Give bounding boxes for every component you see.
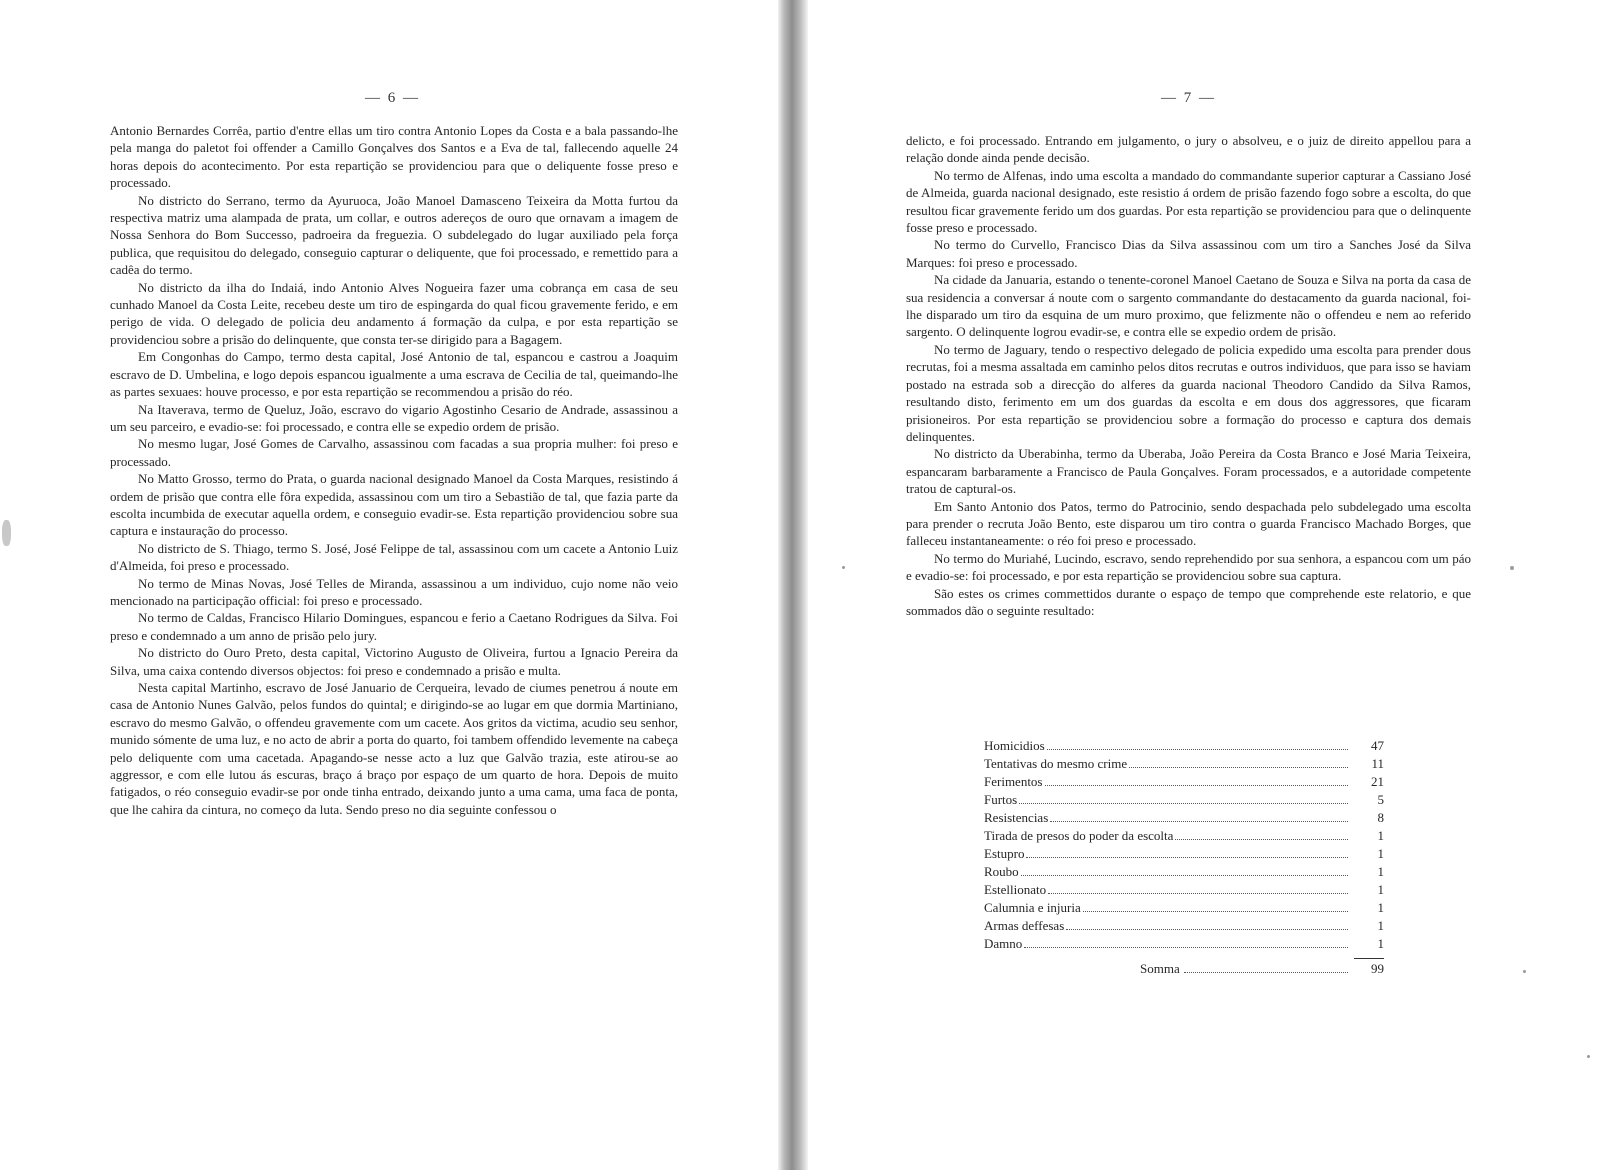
summary-row <box>984 882 1384 900</box>
page-number-left: — 6 — <box>365 90 420 106</box>
crime-count: 1 <box>1377 918 1384 933</box>
leader-dots <box>1083 911 1348 912</box>
summary-row <box>984 900 1384 918</box>
crime-count: 11 <box>1371 756 1384 771</box>
summary-row <box>984 864 1384 882</box>
page-number-right: — 7 — <box>1161 90 1216 106</box>
total-count: 99 <box>1354 958 1384 977</box>
scan-speck <box>1587 1055 1590 1058</box>
crime-label: Estupro <box>984 846 1025 861</box>
paragraph: Em Congonhas do Campo, termo desta capital, José Antonio de tal, espancou e castrou a Joaquim escravo de D. Umbelina, e logo depois espancou igualmente a uma escrava de Cecilia de tal, queimando-lhe as partes sexuaes: houve processo, e por esta repartição se recommendou a prisão do réo. <box>110 349 678 400</box>
scan-speck <box>2 520 11 546</box>
crime-count: 1 <box>1377 828 1384 843</box>
leader-dots <box>1184 972 1348 973</box>
paragraph: No districto da Uberabinha, termo da Uberaba, João Pereira da Costa Branco e José Maria Teixeira, espancaram barbaramente a Francisco de Paula Gonçalves. Foram processados, e a autoridade competente tratou de captural-os. <box>906 446 1471 497</box>
crime-label: Roubo <box>984 864 1019 879</box>
left-page-body <box>110 122 678 818</box>
paragraph: Na cidade da Januaria, estando o tenente-coronel Manoel Caetano de Souza e Silva na porta da casa de sua residencia a conversar á noute com o sargento commandante do destacamento da guarda nacional, foi-lhe disparado um tiro da esquina de um muro proximo, que felizmente não o offendeu e nem ao referido sargento. O delinquente logrou evadir-se, e contra elle se expedio ordem de prisão. <box>906 272 1471 340</box>
paragraph: No Matto Grosso, termo do Prata, o guarda nacional designado Manoel da Costa Marques, resistindo á ordem de prisão que contra elle fôra expedida, assassinou com um tiro a Sebastião de tal, que fazia parte da escolta incumbida de executar aquella ordem, e conseguio evadir-se. Esta repartição providenciou sobre sua captura e instauração do processo. <box>110 471 678 539</box>
paragraph: No termo de Caldas, Francisco Hilario Domingues, espancou e ferio a Caetano Rodrigues da Silva. Foi preso e condemnado a um anno de prisão pelo jury. <box>110 610 678 643</box>
crime-count: 1 <box>1377 864 1384 879</box>
summary-row <box>984 936 1384 954</box>
crime-count: 1 <box>1377 900 1384 915</box>
summary-row <box>984 918 1384 936</box>
scan-speck <box>1523 970 1526 973</box>
paragraph: Em Santo Antonio dos Patos, termo do Patrocinio, sendo despachada pelo subdelegado uma escolta para prender o recruta João Bento, este disparou um tiro contra o guarda Francisco Machado Borges, que falleceu instantaneamente: o réo foi preso e processado. <box>906 498 1471 549</box>
summary-row <box>984 774 1384 792</box>
crime-label: Furtos <box>984 792 1018 807</box>
summary-row <box>984 756 1384 774</box>
crime-count: 8 <box>1377 810 1384 825</box>
paragraph: São estes os crimes commettidos durante o espaço de tempo que comprehende este relatorio, e que sommados dão o seguinte resultado: <box>906 585 1471 618</box>
crime-label: Tentativas do mesmo crime <box>984 756 1128 771</box>
leader-dots <box>1019 803 1348 804</box>
crime-label: Armas deffesas <box>984 918 1065 933</box>
right-page-body <box>906 132 1471 619</box>
paragraph: No termo de Alfenas, indo uma escolta a mandado do commandante superior capturar a Cassiano José de Almeida, guarda nacional designado, este resistio á ordem de prisão fazendo fogo sobre a escolta, do que resultou ficar gravemente ferido um dos guardas. Por esta repartição se providenciou para que o delinquente fosse preso e processado. <box>906 167 1471 236</box>
paragraph: No termo do Muriahé, Lucindo, escravo, sendo reprehendido por sua senhora, a espancou com um páo e evadio-se: foi processado, e por esta repartição se providenciou sobre sua captura. <box>906 550 1471 584</box>
paragraph: Nesta capital Martinho, escravo de José Januario de Cerqueira, levado de ciumes penetrou á noute em casa de Antonio Nunes Galvão, pelos fundos do quintal; e dirigindo-se ao lugar em que dormia Martiniano, escravo do mesmo Galvão, o offendeu gravemente com um cacete. Aos gritos da victima, acudio seu senhor, munido sómente de uma luz, e no acto de abrir a porta do quarto, foi tambem offendido levemente na cabeça pelo deliquente com uma cacetada. Apagando-se nesse acto a luz que Galvão trazia, este atirou-se ao aggressor, e com elle lutou ás escuras, braço á braço por espaço de um quarto de hora. Depois de muito fatigados, o réo conseguio evadir-se por onde tinha entrado, deixando junto a uma cama, uma faca de ponta, que lhe cahira da cintura, no começo da luta. Sendo preso no dia seguinte confessou o <box>110 680 678 817</box>
paragraph: No termo de Jaguary, tendo o respectivo delegado de policia expedido uma escolta para prender dous recrutas, foi a mesma assaltada em caminho pelos ditos recrutas e outros individuos, que para isso se haviam postado na estrada sob a direcção do alferes da guarda nacional Theodoro Candido da Silva Ramos, resultando disto, ferimento em um dos guardas da escolta e em dous dos aggressores, que ficaram prisioneiros. Por esta repartição se providenciou sobre a formação do processo e captura dos demais delinquentes. <box>906 341 1471 444</box>
leader-dots <box>1026 857 1348 858</box>
paragraph: No districto da ilha do Indaiá, indo Antonio Alves Nogueira fazer uma cobrança em casa de seu cunhado Manoel da Costa Leite, recebeu deste um tiro de espingarda do qual ficou gravemente ferido, e em perigo de vida. O delegado de policia deu andamento á formação da culpa, e por esta repartição se providenciou sobre a prisão do delinquente, que consta ter-se dirigido para a Bagagem. <box>110 279 678 347</box>
leader-dots <box>1129 767 1348 768</box>
leader-dots <box>1175 839 1348 840</box>
paragraph: No districto do Serrano, termo da Ayuruoca, João Manoel Damasceno Teixeira da Motta furtou da respectiva matriz uma alampada de prata, um collar, e outros adereços de ouro que ornavam a imagem de Nossa Senhora do Bom Successo, padroeira da freguezia. O subdelegado do lugar auxiliado pela força publica, que requisitou do delegado, conseguio capturar o deliquente, que foi processado, e remettido para a cadêa do termo. <box>110 192 678 278</box>
scan-speck <box>1510 566 1514 570</box>
total-label: Somma <box>1140 961 1180 976</box>
book-gutter <box>778 0 808 1170</box>
crime-label: Damno <box>984 936 1023 951</box>
summary-row <box>984 846 1384 864</box>
paragraph: No termo de Minas Novas, José Telles de Miranda, assassinou a um individuo, cujo nome não veio mencionado na participação official: foi preso e processado. <box>110 575 678 608</box>
crime-label: Resistencias <box>984 810 1049 825</box>
crime-label: Homicidios <box>984 738 1045 753</box>
leader-dots <box>1048 893 1348 894</box>
summary-total-row <box>984 958 1384 980</box>
leader-dots <box>1045 785 1349 786</box>
summary-row <box>984 828 1384 846</box>
summary-row <box>984 738 1384 756</box>
summary-row <box>984 810 1384 828</box>
crime-count: 1 <box>1377 936 1384 951</box>
crime-summary-table <box>984 738 1384 980</box>
paragraph: No termo do Curvello, Francisco Dias da Silva assassinou com um tiro a Sanches José da Silva Marques: foi preso e processado. <box>906 237 1471 270</box>
crime-count: 5 <box>1377 792 1384 807</box>
summary-row <box>984 792 1384 810</box>
crime-label: Estellionato <box>984 882 1047 897</box>
crime-count: 1 <box>1377 882 1384 897</box>
scan-speck <box>842 566 845 569</box>
paragraph: delicto, e foi processado. Entrando em julgamento, o jury o absolveu, e o juiz de direito appellou para a relação donde ainda pende decisão. <box>906 133 1471 166</box>
leader-dots <box>1024 947 1348 948</box>
crime-label: Calumnia e injuria <box>984 900 1081 915</box>
leader-dots <box>1050 821 1348 822</box>
paragraph: No districto do Ouro Preto, desta capital, Victorino Augusto de Oliveira, furtou a Ignacio Pereira da Silva, uma caixa contendo diversos objectos: foi preso e condemnado a prisão e multa. <box>110 645 678 678</box>
leader-dots <box>1066 929 1348 930</box>
crime-count: 21 <box>1371 774 1384 789</box>
leader-dots <box>1047 749 1348 750</box>
crime-label: Tirada de presos do poder da escolta <box>984 828 1174 843</box>
paragraph: No mesmo lugar, José Gomes de Carvalho, assassinou com facadas a sua propria mulher: foi preso e processado. <box>110 436 678 469</box>
paragraph: No districto de S. Thiago, termo S. José, José Felippe de tal, assassinou com um cacete a Antonio Luiz d'Almeida, foi preso e processado. <box>110 540 678 574</box>
crime-count: 1 <box>1377 846 1384 861</box>
crime-label: Ferimentos <box>984 774 1043 789</box>
leader-dots <box>1021 875 1348 876</box>
paragraph: Na Itaverava, termo de Queluz, João, escravo do vigario Agostinho Cesario de Andrade, assassinou a um seu parceiro, e evadio-se: foi processado, e contra elle se expedio ordem de prisão. <box>110 401 678 434</box>
paragraph: Antonio Bernardes Corrêa, partio d'entre ellas um tiro contra Antonio Lopes da Costa e a bala passando-lhe pela manga do paletot foi offender a Camillo Gonçalves dos Santos e a Eva de tal, fallecendo aquelle 24 horas depois do acontecimento. Por esta repartição se providenciou para que o deliquente fosse preso e processado. <box>110 123 678 191</box>
crime-count: 47 <box>1371 738 1384 753</box>
